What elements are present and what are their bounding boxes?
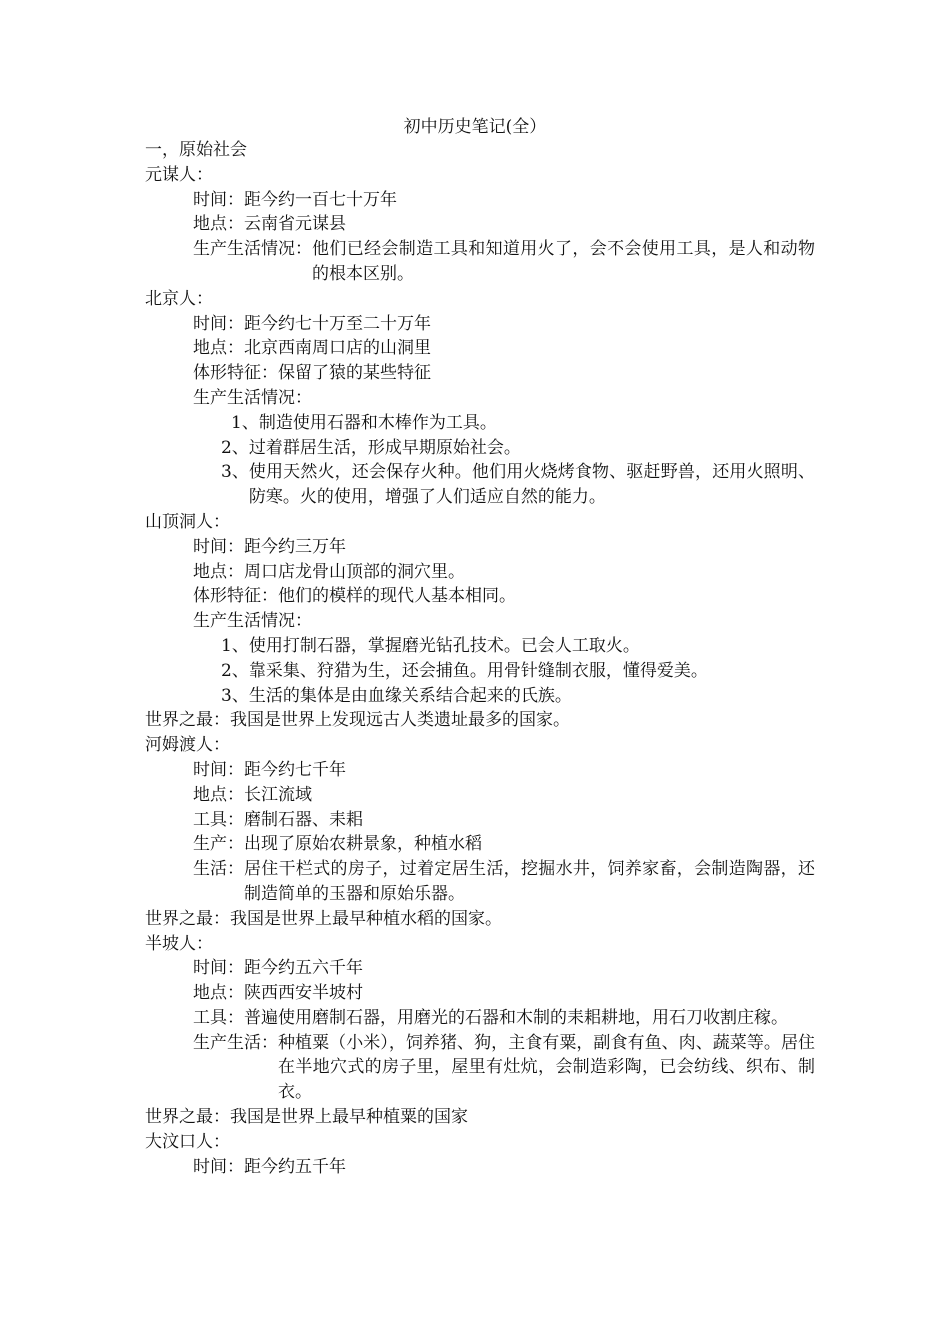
hemudu-life (145, 857, 815, 907)
banpo-tools (145, 1006, 815, 1031)
banpo-tools-label: 工具： (193, 1007, 244, 1028)
yuanmou-life (145, 237, 815, 287)
shandingdong-time: 时间：距今约三万年 (193, 536, 346, 557)
beijing-time: 时间：距今约七十万至二十万年 (193, 313, 431, 334)
shandingdong-item-2: 2、靠采集、狩猎为生，还会捕鱼。用骨针缝制衣服，懂得爱美。 (221, 660, 708, 681)
dawenkou-time: 时间：距今约五千年 (193, 1156, 346, 1177)
shandingdong-body: 体形特征：他们的模样的现代人基本相同。 (193, 586, 516, 607)
world-record-1: 世界之最：我国是世界上发现远古人类遗址最多的国家。 (145, 710, 570, 731)
beijing-item-3 (145, 460, 815, 510)
hemudu-place: 地点：长江流域 (193, 784, 312, 805)
notes-body (145, 138, 815, 1179)
beijing-item-3-number: 3、 (221, 462, 249, 483)
yuanmou-time: 时间：距今约一百七十万年 (193, 189, 397, 210)
banpo-life (145, 1031, 815, 1105)
shandingdong-life: 生产生活情况： (193, 611, 312, 632)
section-heading: 一，原始社会 (145, 140, 247, 160)
heading-hemudu: 河姆渡人： (145, 735, 230, 756)
beijing-body: 体形特征：保留了猿的某些特征 (193, 363, 431, 384)
heading-shandingdong: 山顶洞人： (145, 511, 230, 532)
beijing-item-1: 1、制造使用石器和木棒作为工具。 (231, 412, 497, 433)
hemudu-time: 时间：距今约七千年 (193, 759, 346, 780)
banpo-life-text: 种植粟（小米），饲养猪、狗，主食有粟，副食有鱼、肉、蔬菜等。居住在半地穴式的房子里，屋里有灶炕，会制造彩陶，已会纺线、织布、制衣。 (278, 1032, 815, 1103)
yuanmou-life-label: 生产生活情况： (193, 239, 312, 260)
heading-yuanmou: 元谋人： (145, 164, 213, 185)
hemudu-production: 生产：出现了原始农耕景象，种植水稻 (193, 834, 482, 855)
hemudu-life-label: 生活： (193, 859, 244, 880)
banpo-time: 时间：距今约五六千年 (193, 958, 363, 979)
beijing-item-3-text: 使用天然火，还会保存火种。他们用火烧烤食物、驱赶野兽，还用火照明、防寒。火的使用，增强了人们适应自然的能力。 (248, 462, 815, 508)
hemudu-life-text: 居住干栏式的房子，过着定居生活，挖掘水井，饲养家畜，会制造陶器，还制造简单的玉器和原始乐器。 (244, 859, 815, 904)
shandingdong-item-1: 1、使用打制石器，掌握磨光钻孔技术。已会人工取火。 (221, 635, 640, 656)
yuanmou-place: 地点：云南省元谋县 (193, 214, 346, 235)
banpo-life-label: 生产生活： (193, 1032, 278, 1053)
beijing-item-2: 2、过着群居生活，形成早期原始社会。 (221, 437, 521, 458)
world-record-3: 世界之最：我国是世界上最早种植粟的国家 (145, 1107, 468, 1128)
beijing-life: 生产生活情况： (193, 387, 312, 408)
banpo-tools-text: 普遍使用磨制石器，用磨光的石器和木制的耒耜耕地，用石刀收割庄稼。 (244, 1007, 788, 1028)
shandingdong-place: 地点：周口店龙骨山顶部的洞穴里。 (193, 561, 465, 582)
heading-beijing: 北京人： (145, 288, 213, 309)
yuanmou-life-text: 他们已经会制造工具和知道用火了，会不会使用工具，是人和动物的根本区别。 (312, 239, 815, 284)
beijing-place: 地点：北京西南周口店的山洞里 (193, 338, 431, 359)
hemudu-tools: 工具：磨制石器、耒耜 (193, 809, 363, 830)
heading-banpo: 半坡人： (145, 933, 213, 954)
page-title: 初中历史笔记(全） (403, 117, 547, 137)
shandingdong-item-3: 3、生活的集体是由血缘关系结合起来的氏族。 (221, 685, 572, 706)
banpo-place: 地点：陕西西安半坡村 (193, 983, 363, 1004)
world-record-2: 世界之最：我国是世界上最早种植水稻的国家。 (145, 908, 502, 929)
heading-dawenkou: 大汶口人： (145, 1131, 230, 1152)
